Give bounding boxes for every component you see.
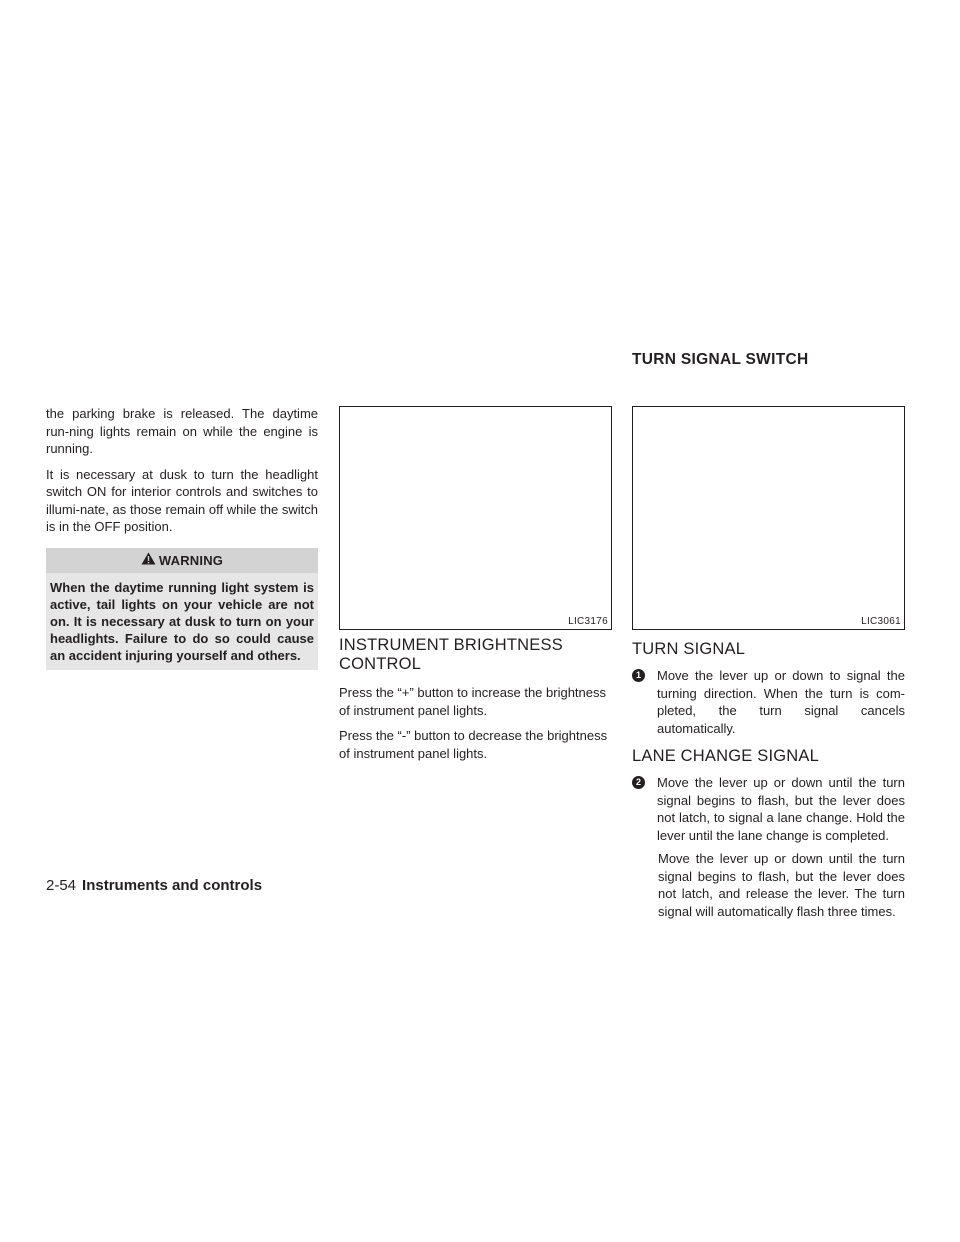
warning-title: WARNING [158,552,224,568]
warning-header [46,548,318,573]
figure-code: LIC3176 [568,616,608,627]
numbered-item [632,774,905,844]
warning-triangle-icon [141,552,159,568]
figure-turn-signal [632,406,905,630]
lane-change-heading: LANE CHANGE SIGNAL [632,747,819,765]
number-badge: 2 [632,776,645,789]
section-title: TURN SIGNAL SWITCH [632,351,809,368]
chapter-title: Instruments and controls [82,877,263,894]
paragraph: the parking brake is released. The daytime run-ning lights remain on while the engine is running. [46,406,318,456]
middle-column [339,636,612,770]
right-column [632,640,905,920]
paragraph: Press the “+” button to increase the brightness of instrument panel lights. [339,685,607,718]
sub-paragraph: Move the lever up or down until the turn signal begins to flash, but the lever does not latch, and release the lever. The turn signal will automatically flash three times. [658,851,905,919]
figure-instrument-brightness [339,406,612,630]
instrument-brightness-heading: INSTRUMENT BRIGHTNESS CONTROL [339,636,563,673]
left-column [46,405,318,670]
warning-text: When the daytime running light system is active, tail lights on your vehicle are not on. It is necessary at dusk to turn on your headlights. Failure to do so could cause an accident injuring yourself and others. [46,573,318,670]
paragraph: Press the “-” button to decrease the brightness of instrument panel lights. [339,728,608,761]
paragraph: It is necessary at dusk to turn the headlight switch ON for interior controls and switches to illumi-nate, as those remain off while the switch is in the OFF position. [46,466,318,534]
turn-signal-heading: TURN SIGNAL [632,640,746,658]
number-badge: 1 [632,669,645,682]
warning-box [46,548,318,670]
page-number: 2-54 [46,877,77,894]
page-footer [46,877,262,894]
item-text: Move the lever up or down to signal the turning direction. When the turn is com-pleted, the turn signal cancels automatically. [657,668,905,736]
numbered-item [632,667,905,737]
item-text: Move the lever up or down until the turn signal begins to flash, but the lever does not latch, to signal a lane change. Hold the lever until the lane change is completed. [657,775,905,843]
figure-code: LIC3061 [861,616,901,627]
